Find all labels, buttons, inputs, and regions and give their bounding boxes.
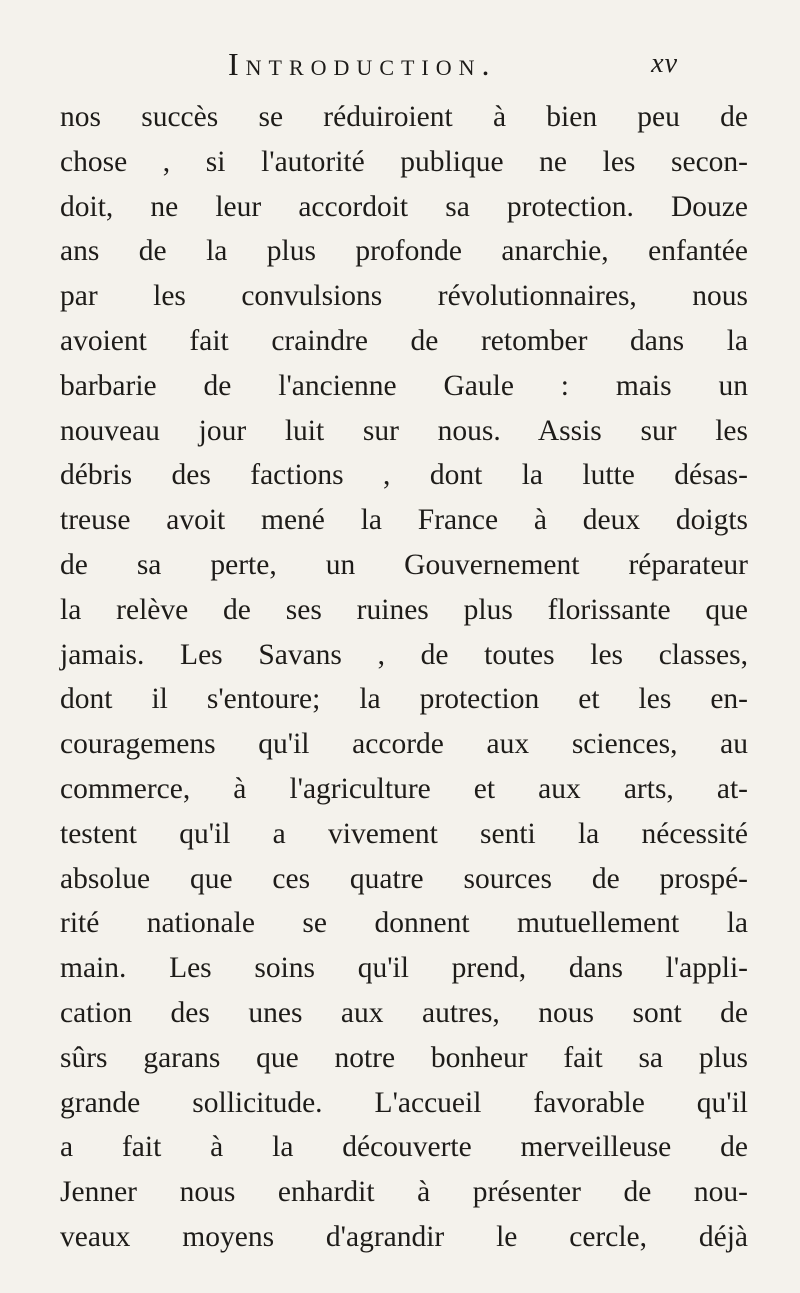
text-line: la relève de ses ruines plus florissante que (60, 593, 748, 626)
text-line: a fait à la découverte merveilleuse de (60, 1131, 748, 1164)
text-line: de sa perte, un Gouvernement réparateur (60, 548, 748, 581)
running-head (228, 44, 678, 88)
text-line: absolue que ces quatre sources de prospé- (60, 862, 748, 895)
text-line: commerce, à l'agriculture et aux arts, at- (60, 772, 748, 805)
text-line: grande sollicitude. L'accueil favorable qu'il (60, 1086, 748, 1119)
text-line: par les convulsions révolutionnaires, nous (60, 280, 748, 313)
text-line: nos succès se réduiroient à bien peu de (60, 101, 748, 133)
text-line: cation des unes aux autres, nous sont de (60, 996, 748, 1029)
page-number: xv (651, 48, 678, 79)
running-title: Introduction. (228, 46, 497, 82)
text-line: barbarie de l'ancienne Gaule : mais un (60, 369, 748, 402)
text-line: chose , si l'autorité publique ne les secon- (60, 145, 748, 178)
text-line: veaux moyens d'agrandir le cercle, déjà (60, 1220, 748, 1253)
text-line: dont il s'entoure; la protection et les en- (60, 683, 748, 716)
text-line: treuse avoit mené la France à deux doigts (60, 504, 748, 537)
text-line: débris des factions , dont la lutte désas- (60, 459, 748, 492)
text-line: Jenner nous enhardit à présenter de nou- (60, 1176, 748, 1209)
text-line: couragemens qu'il accorde aux sciences, au (60, 728, 748, 761)
body-paragraph (60, 95, 748, 1260)
text-line: doit, ne leur accordoit sa protection. Douze (60, 190, 748, 223)
text-line: ans de la plus profonde anarchie, enfantée (60, 235, 748, 268)
text-line: main. Les soins qu'il prend, dans l'appli- (60, 952, 748, 985)
text-line: testent qu'il a vivement senti la nécessité (60, 817, 748, 850)
text-line: jamais. Les Savans , de toutes les classes, (60, 638, 748, 671)
text-line: rité nationale se donnent mutuellement la (60, 907, 748, 940)
text-line: avoient fait craindre de retomber dans la (60, 324, 748, 357)
text-line: sûrs garans que notre bonheur fait sa plus (60, 1041, 748, 1074)
text-line: nouveau jour luit sur nous. Assis sur les (60, 414, 748, 447)
